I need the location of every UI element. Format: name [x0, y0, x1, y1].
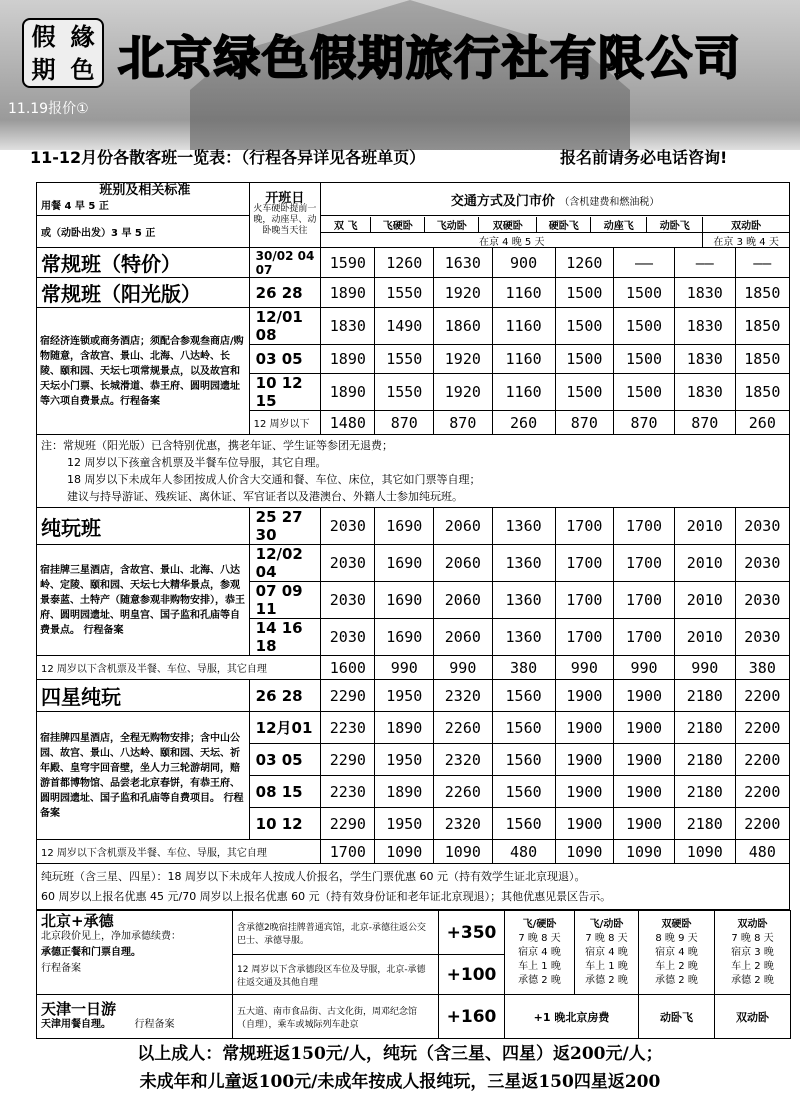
- price: 1950: [375, 680, 434, 712]
- price: 1900: [614, 776, 675, 808]
- sunshine-notes: [37, 435, 790, 508]
- discount-notes: [37, 864, 790, 910]
- price: 2180: [674, 744, 735, 776]
- header-col1: [37, 183, 250, 216]
- price: 1360: [492, 508, 555, 545]
- option-cell: [575, 911, 639, 995]
- price: 1560: [492, 808, 555, 840]
- price: 1090: [674, 840, 735, 864]
- dates: 12/01 08: [249, 308, 321, 345]
- chengde-sub: 北京段价见上，净加承德续费：: [41, 931, 181, 942]
- option-line: 7 晚 8 天: [518, 932, 561, 944]
- price: 2010: [674, 582, 735, 619]
- price: 2060: [434, 619, 493, 656]
- dates: 08 15: [249, 776, 321, 808]
- header-col1-line1: 用餐 4 早 5 正: [41, 201, 109, 212]
- price-date-tag: 11.19报价①: [8, 101, 89, 117]
- dates: 10 12: [249, 808, 321, 840]
- price: 1830: [674, 374, 735, 411]
- price: ——: [614, 248, 675, 278]
- option-line: 7 晚 8 天: [731, 932, 774, 944]
- price: 1480: [321, 411, 375, 435]
- table-row: [37, 278, 790, 308]
- price: 1890: [375, 776, 434, 808]
- price: 1090: [375, 840, 434, 864]
- header-col2-note: 火车硬卧提前一晚，动座早、动卧晚当天往: [253, 204, 317, 236]
- header-col1-line2: 或（动卧出发）3 早 5 正: [37, 216, 250, 248]
- chengde-add1: +350: [439, 911, 505, 955]
- option-line: 承德 2 晚: [731, 974, 774, 986]
- price: 1900: [555, 712, 614, 744]
- child-label: 12 周岁以下含机票及半餐、车位、导服，其它自理: [37, 840, 321, 864]
- price: 1500: [614, 374, 675, 411]
- price: 1700: [555, 545, 614, 582]
- table-row: [37, 712, 790, 744]
- price: 1700: [614, 619, 675, 656]
- header-price-title: 交通方式及门市价: [450, 193, 555, 209]
- price: 1890: [321, 374, 375, 411]
- price: 1090: [434, 840, 493, 864]
- table-row: [37, 308, 790, 345]
- dates: 12月01: [249, 712, 321, 744]
- price: 1690: [375, 545, 434, 582]
- header-price-note: （含机建费和燃油税）: [559, 196, 660, 208]
- table-row: [37, 840, 790, 864]
- price: 2320: [434, 744, 493, 776]
- tianjin-cell: [37, 995, 233, 1039]
- mode-label: 硬卧飞: [537, 217, 591, 232]
- price: 2030: [735, 545, 789, 582]
- dates: 07 09 11: [249, 582, 321, 619]
- subtitle-right: 报名前请务必电话咨询!: [560, 148, 728, 167]
- dates: 25 27 30: [249, 508, 321, 545]
- class-pure: 纯玩班: [37, 508, 250, 545]
- price: 1360: [492, 545, 555, 582]
- price: 1630: [434, 248, 493, 278]
- price: 2260: [434, 712, 493, 744]
- price: 1850: [735, 345, 789, 374]
- price: 1950: [375, 744, 434, 776]
- price: 990: [674, 656, 735, 680]
- price: 260: [735, 411, 789, 435]
- price: 1090: [555, 840, 614, 864]
- price: 1690: [375, 582, 434, 619]
- price: 1560: [492, 744, 555, 776]
- option-line: 车上 2 晚: [731, 960, 774, 972]
- subtitle: [30, 145, 728, 168]
- note-line: 纯玩班（含三星、四星）：18 周岁以下未成年人按成人价报名，学生门票优惠 60 元（持有效学生证北京现退）。: [41, 869, 586, 883]
- chengde-add2: +100: [439, 955, 505, 995]
- price: 1900: [555, 744, 614, 776]
- price-table: [36, 182, 790, 910]
- price: 2010: [674, 508, 735, 545]
- price: 1830: [321, 308, 375, 345]
- option-title: 双硬卧: [661, 918, 692, 930]
- chengde-desc1: 含承德2晚宿挂牌普通宾馆，北京-承德往返公交巴士、承德导服。: [233, 911, 439, 955]
- option-line: 承德 2 晚: [518, 974, 561, 986]
- price: 1700: [614, 582, 675, 619]
- table-row: [37, 864, 790, 910]
- mode-label: 飞硬卧: [371, 217, 425, 232]
- class-desc: 宿挂牌四星酒店，全程无购物安排；含中山公园、故宫、景山、八达岭、颐和园、天坛、祈年殿、皇穹宇回音壁，坐人力三轮游胡同，赔游首都博物馆、品尝老北京春饼，有恭王府、圆明园遗址、国子监和孔庙等自费项目。 行程备案: [37, 712, 250, 840]
- header-price: [321, 183, 790, 216]
- price: ——: [674, 248, 735, 278]
- table-row: [37, 508, 790, 545]
- extras-table: [36, 910, 791, 1039]
- price: 2320: [434, 680, 493, 712]
- class-four-star: 四星纯玩: [37, 680, 250, 712]
- header-banner: [0, 0, 800, 150]
- option-line: 承德 2 晚: [585, 974, 628, 986]
- footer-line: 以上成人：常规班返150元/人，纯玩（含三星、四星）返200元/人；: [137, 1044, 663, 1064]
- price: 1160: [492, 278, 555, 308]
- price: 1700: [555, 508, 614, 545]
- note-line: 建议与持导游证、残疾证、离休证、军官证者以及港澳台、外籍人士参加纯玩班。: [67, 490, 463, 503]
- tianjin-desc: 五大道、南市食品街、古文化街，周邓纪念馆（自理），乘车或城际列车赴京: [233, 995, 439, 1039]
- price: 2290: [321, 744, 375, 776]
- table-row: [37, 248, 790, 278]
- price: 2290: [321, 808, 375, 840]
- note-line: 12 周岁以下孩童含机票及半餐车位导服，其它自理。: [67, 456, 327, 469]
- option-line: 车上 1 晚: [518, 960, 561, 972]
- option-line: 宿京 4 晚: [655, 946, 698, 958]
- price: 1500: [614, 278, 675, 308]
- price: 1590: [321, 248, 375, 278]
- header-col2: [249, 183, 321, 248]
- price: 1700: [555, 582, 614, 619]
- price: 2230: [321, 776, 375, 808]
- mode-label: 飞动卧: [425, 217, 479, 232]
- price: 480: [492, 840, 555, 864]
- price: 2060: [434, 582, 493, 619]
- dates: 03 05: [249, 345, 321, 374]
- logo-char: 色: [70, 55, 95, 84]
- option-title: 双动卧: [737, 918, 768, 930]
- footer-line: 未成年和儿童返100元/未成年按成人报纯玩，三星返150四星返200: [139, 1072, 661, 1092]
- price: 1700: [614, 545, 675, 582]
- table-row: [37, 545, 790, 582]
- table-row: [37, 656, 790, 680]
- price: 1500: [555, 345, 614, 374]
- price: 2060: [434, 508, 493, 545]
- price: 990: [614, 656, 675, 680]
- class-special: 常规班（特价）: [37, 248, 250, 278]
- price: 1500: [614, 308, 675, 345]
- price: 1090: [614, 840, 675, 864]
- price: 1500: [555, 374, 614, 411]
- class-desc: 宿挂牌三星酒店，含故宫、景山、北海、八达岭、定陵、颐和园、天坛七大精华景点，参观景泰蓝、土特产（随意参观非购物安排），恭王府、圆明园遗址、明皇宫、国子监和孔庙等自费景点。 行程备案: [37, 545, 250, 656]
- option-cell: [715, 911, 791, 995]
- logo: [22, 18, 104, 88]
- option-line: 车上 2 晚: [655, 960, 698, 972]
- price: 1360: [492, 619, 555, 656]
- option-line: 承德 2 晚: [655, 974, 698, 986]
- chengde-cell: [37, 911, 233, 995]
- price: 1900: [614, 680, 675, 712]
- option-title: 飞/动卧: [589, 918, 624, 930]
- mode-label: 双 飞: [321, 217, 371, 232]
- tianjin-name: 天津一日游: [41, 999, 117, 1018]
- price: 1160: [492, 345, 555, 374]
- dates: 12/02 04: [249, 545, 321, 582]
- price: 1490: [375, 308, 434, 345]
- price: 1160: [492, 374, 555, 411]
- mode-label: 双动卧: [731, 220, 762, 232]
- mode-label: 动卧飞: [647, 217, 703, 232]
- option-cell: [505, 911, 575, 995]
- price: 990: [555, 656, 614, 680]
- price: 2030: [321, 508, 375, 545]
- price: 1260: [375, 248, 434, 278]
- tianjin-opt3: 双动卧: [715, 995, 791, 1039]
- price: 2260: [434, 776, 493, 808]
- footer: [0, 1040, 800, 1096]
- price: 1560: [492, 776, 555, 808]
- price: 1550: [375, 345, 434, 374]
- option-cell: [639, 911, 715, 995]
- price: 1260: [555, 248, 614, 278]
- price: 2030: [735, 619, 789, 656]
- price: 480: [735, 840, 789, 864]
- price: 870: [674, 411, 735, 435]
- company-name: 北京绿色假期旅行社有限公司: [118, 31, 742, 85]
- price: 2200: [735, 680, 789, 712]
- class-desc: 宿经济连锁或商务酒店；须配合参观叁商店/购物随意，含故宫、景山、北海、八达岭、长陵、颐和园、天坛七项常规景点，以及故宫和天坛小门票、长城滑道、恭王府、圆明园遗址等六项自费景点。行程备案: [37, 308, 250, 435]
- option-line: 8 晚 9 天: [655, 932, 698, 944]
- price: 1560: [492, 680, 555, 712]
- price: 2030: [321, 619, 375, 656]
- dates: 14 16 18: [249, 619, 321, 656]
- price: 900: [492, 248, 555, 278]
- price: 1600: [321, 656, 375, 680]
- stay-a: 在京 4 晚 5 天: [321, 233, 703, 247]
- note-line: 注：常规班（阳光版）已含特别优惠，携老年证、学生证等参团无退费；: [41, 439, 393, 452]
- tianjin-opt1: +1 晚北京房费: [505, 995, 639, 1039]
- option-line: 宿京 3 晚: [731, 946, 774, 958]
- price: 1550: [375, 278, 434, 308]
- dates: 10 12 15: [249, 374, 321, 411]
- price: 1690: [375, 619, 434, 656]
- price: 2010: [674, 619, 735, 656]
- tianjin-opt2: 动卧飞: [639, 995, 715, 1039]
- mode-label: 动座飞: [591, 217, 647, 232]
- price: 2010: [674, 545, 735, 582]
- table-row: [37, 435, 790, 508]
- price: 1900: [614, 712, 675, 744]
- logo-char: 期: [31, 55, 56, 84]
- tianjin-sub: 天津用餐自理。: [41, 1018, 111, 1030]
- tianjin-sub2: 行程备案: [134, 1018, 175, 1030]
- price: 2030: [735, 582, 789, 619]
- dates: 30/02 04 07: [249, 248, 321, 278]
- option-line: 宿京 4 晚: [518, 946, 561, 958]
- tianjin-add: +160: [439, 995, 505, 1039]
- price: 2180: [674, 712, 735, 744]
- price: 1850: [735, 374, 789, 411]
- price: 2200: [735, 776, 789, 808]
- price: 2320: [434, 808, 493, 840]
- child-label: 12 周岁以下: [249, 411, 321, 435]
- price: 1360: [492, 582, 555, 619]
- price: 1920: [434, 345, 493, 374]
- price: 2200: [735, 712, 789, 744]
- price: 1700: [555, 619, 614, 656]
- price: 2030: [321, 545, 375, 582]
- price: 2030: [735, 508, 789, 545]
- option-line: 车上 1 晚: [585, 960, 628, 972]
- price: 1850: [735, 308, 789, 345]
- price: 1830: [674, 278, 735, 308]
- price: 990: [375, 656, 434, 680]
- price: 2200: [735, 744, 789, 776]
- price: 2180: [674, 680, 735, 712]
- price: 1900: [555, 808, 614, 840]
- mode-header: [321, 216, 790, 248]
- price: 1900: [614, 744, 675, 776]
- price: 870: [375, 411, 434, 435]
- price: 1500: [555, 278, 614, 308]
- price: 1500: [614, 345, 675, 374]
- price: 1560: [492, 712, 555, 744]
- mode-label: 双硬卧: [479, 217, 537, 232]
- option-line: 宿京 4 晚: [585, 946, 628, 958]
- price: ——: [735, 248, 789, 278]
- logo-char: 假: [31, 22, 56, 51]
- dates: 03 05: [249, 744, 321, 776]
- price: 1890: [321, 278, 375, 308]
- option-line: 7 晚 8 天: [585, 932, 628, 944]
- price: 990: [434, 656, 493, 680]
- chengde-desc2: 12 周岁以下含承德段区车位及导服，北京-承德往返交通及其他自理: [233, 955, 439, 995]
- price: 1700: [614, 508, 675, 545]
- price: 1950: [375, 808, 434, 840]
- price: 2060: [434, 545, 493, 582]
- dates: 26 28: [249, 278, 321, 308]
- note-line: 60 周岁以上报名优惠 45 元/70 周岁以上报名优惠 60 元（持有效身份证和老年证北京现退）；其他优惠见景区告示。: [41, 889, 612, 903]
- price: 1500: [555, 308, 614, 345]
- chengde-name: 北京+承德: [41, 912, 114, 930]
- header-col1-title: 班别及相关标准: [99, 183, 191, 198]
- price: 1890: [375, 712, 434, 744]
- price: 380: [492, 656, 555, 680]
- price: 1860: [434, 308, 493, 345]
- price: 380: [735, 656, 789, 680]
- price: 2180: [674, 776, 735, 808]
- stay-b: 在京 3 晚 4 天: [713, 236, 779, 248]
- price: 2200: [735, 808, 789, 840]
- price: 1700: [321, 840, 375, 864]
- price: 2030: [321, 582, 375, 619]
- price: 1920: [434, 278, 493, 308]
- price: 1160: [492, 308, 555, 345]
- price: 870: [434, 411, 493, 435]
- header-col2-title: 开班日: [265, 191, 305, 206]
- price: 1850: [735, 278, 789, 308]
- price: 1900: [555, 776, 614, 808]
- chengde-sub3: 行程备案: [41, 963, 81, 974]
- price: 260: [492, 411, 555, 435]
- price: 1900: [555, 680, 614, 712]
- price: 1830: [674, 308, 735, 345]
- class-sunshine: 常规班（阳光版）: [37, 278, 250, 308]
- child-label: 12 周岁以下含机票及半餐、车位、导服，其它自理: [37, 656, 321, 680]
- price: 870: [555, 411, 614, 435]
- option-title: 飞/硬卧: [522, 918, 557, 930]
- chengde-sub2: 承德正餐和门票自理。: [41, 947, 141, 958]
- price: 870: [614, 411, 675, 435]
- logo-char: 緣: [70, 22, 95, 51]
- price: 1890: [321, 345, 375, 374]
- price: 1900: [614, 808, 675, 840]
- price: 2180: [674, 808, 735, 840]
- price: 1920: [434, 374, 493, 411]
- price: 2290: [321, 680, 375, 712]
- table-row: [37, 680, 790, 712]
- dates: 26 28: [249, 680, 321, 712]
- price: 1690: [375, 508, 434, 545]
- note-line: 18 周岁以下未成年人参团按成人价含大交通和餐、车位、床位，其它如门票等自理；: [67, 473, 481, 486]
- price: 1830: [674, 345, 735, 374]
- price: 1550: [375, 374, 434, 411]
- price: 2230: [321, 712, 375, 744]
- subtitle-left: 11-12月份各散客班一览表：（行程各异详见各班单页）: [30, 148, 426, 167]
